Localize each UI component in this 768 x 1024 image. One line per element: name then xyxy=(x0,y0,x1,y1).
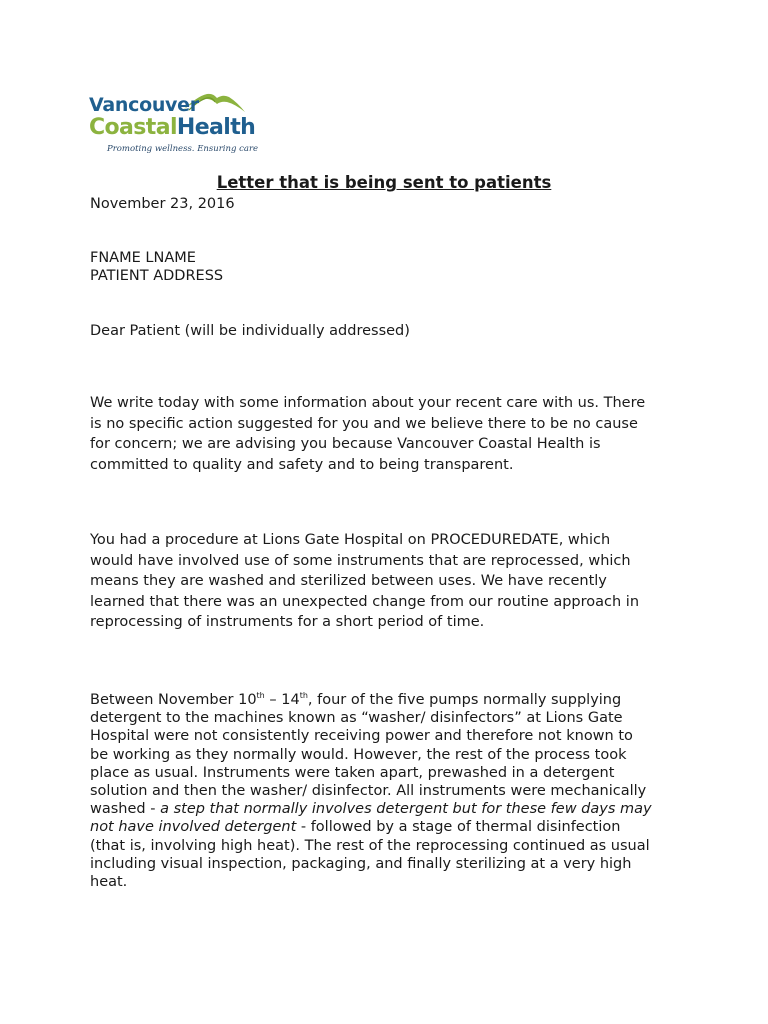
paragraph-procedure xyxy=(90,530,690,633)
salutation: Dear Patient (will be individually addressed) xyxy=(90,323,410,339)
text-run: washed - xyxy=(90,801,161,818)
paragraph-line xyxy=(90,818,690,836)
paragraph-line: is no specific action suggested for you and we believe there to be no cause xyxy=(90,415,638,432)
italic-text-run: a step that normally involves detergent but for these few days may xyxy=(160,801,652,818)
paragraph-line xyxy=(90,800,690,818)
logo-wordmark-coastal-health xyxy=(89,116,255,140)
paragraph-line: place as usual. Instruments were taken apart, prewashed in a detergent xyxy=(90,764,615,781)
logo-wordmark-vancouver: Vancouver xyxy=(89,94,199,116)
paragraph-line: detergent to the machines known as “washer/ disinfectors” at Lions Gate xyxy=(90,710,623,727)
letter-date: November 23, 2016 xyxy=(90,196,235,212)
paragraph-details xyxy=(90,691,690,891)
paragraph-line: including visual inspection, packaging, and finally sterilizing at a very high xyxy=(90,855,632,872)
paragraph-line: means they are washed and sterilized between uses. We have recently xyxy=(90,573,607,589)
logo-tagline: Promoting wellness. Ensuring care xyxy=(107,144,259,154)
logo-coastal-text: Coastal xyxy=(89,115,177,140)
text-run: – 14 xyxy=(264,692,300,708)
recipient-name: FNAME LNAME xyxy=(90,250,196,266)
paragraph-line: You had a procedure at Lions Gate Hospital on PROCEDUREDATE, which xyxy=(90,532,611,548)
paragraph-intro xyxy=(90,393,690,475)
vch-logo xyxy=(89,88,259,160)
recipient-address: PATIENT ADDRESS xyxy=(90,268,224,284)
text-run: , four of the five pumps normally supplying xyxy=(307,692,622,708)
text-run: Between November 10 xyxy=(90,692,257,708)
paragraph-line: learned that there was an unexpected change from our routine approach in xyxy=(90,593,640,610)
letter-title: Letter that is being sent to patients xyxy=(216,173,552,192)
superscript: th xyxy=(299,691,308,701)
paragraph-line: for concern; we are advising you because Vancouver Coastal Health is xyxy=(90,436,601,452)
paragraph-line: We write today with some information about your recent care with us. There xyxy=(90,395,646,411)
paragraph-line xyxy=(90,691,690,709)
logo-health-text: Health xyxy=(176,115,256,140)
superscript: th xyxy=(256,691,265,701)
paragraph-line: be working as they normally would. However, the rest of the process took xyxy=(90,746,627,763)
paragraph-line: committed to quality and safety and to being transparent. xyxy=(90,456,514,473)
paragraph-line: Hospital were not consistently receiving power and therefore not known to xyxy=(90,728,633,745)
paragraph-line: (that is, involving high heat). The rest of the reprocessing continued as usual xyxy=(90,837,650,854)
paragraph-line: heat. xyxy=(90,874,128,891)
paragraph-line: would have involved use of some instruments that are reprocessed, which xyxy=(90,552,631,569)
paragraph-line: reprocessing of instruments for a short period of time. xyxy=(90,614,485,630)
italic-text-run: not have involved detergent xyxy=(90,819,297,836)
text-run: - followed by a stage of thermal disinfection xyxy=(296,819,621,836)
paragraph-line: solution and then the washer/ disinfector. All instruments were mechanically xyxy=(90,783,647,800)
